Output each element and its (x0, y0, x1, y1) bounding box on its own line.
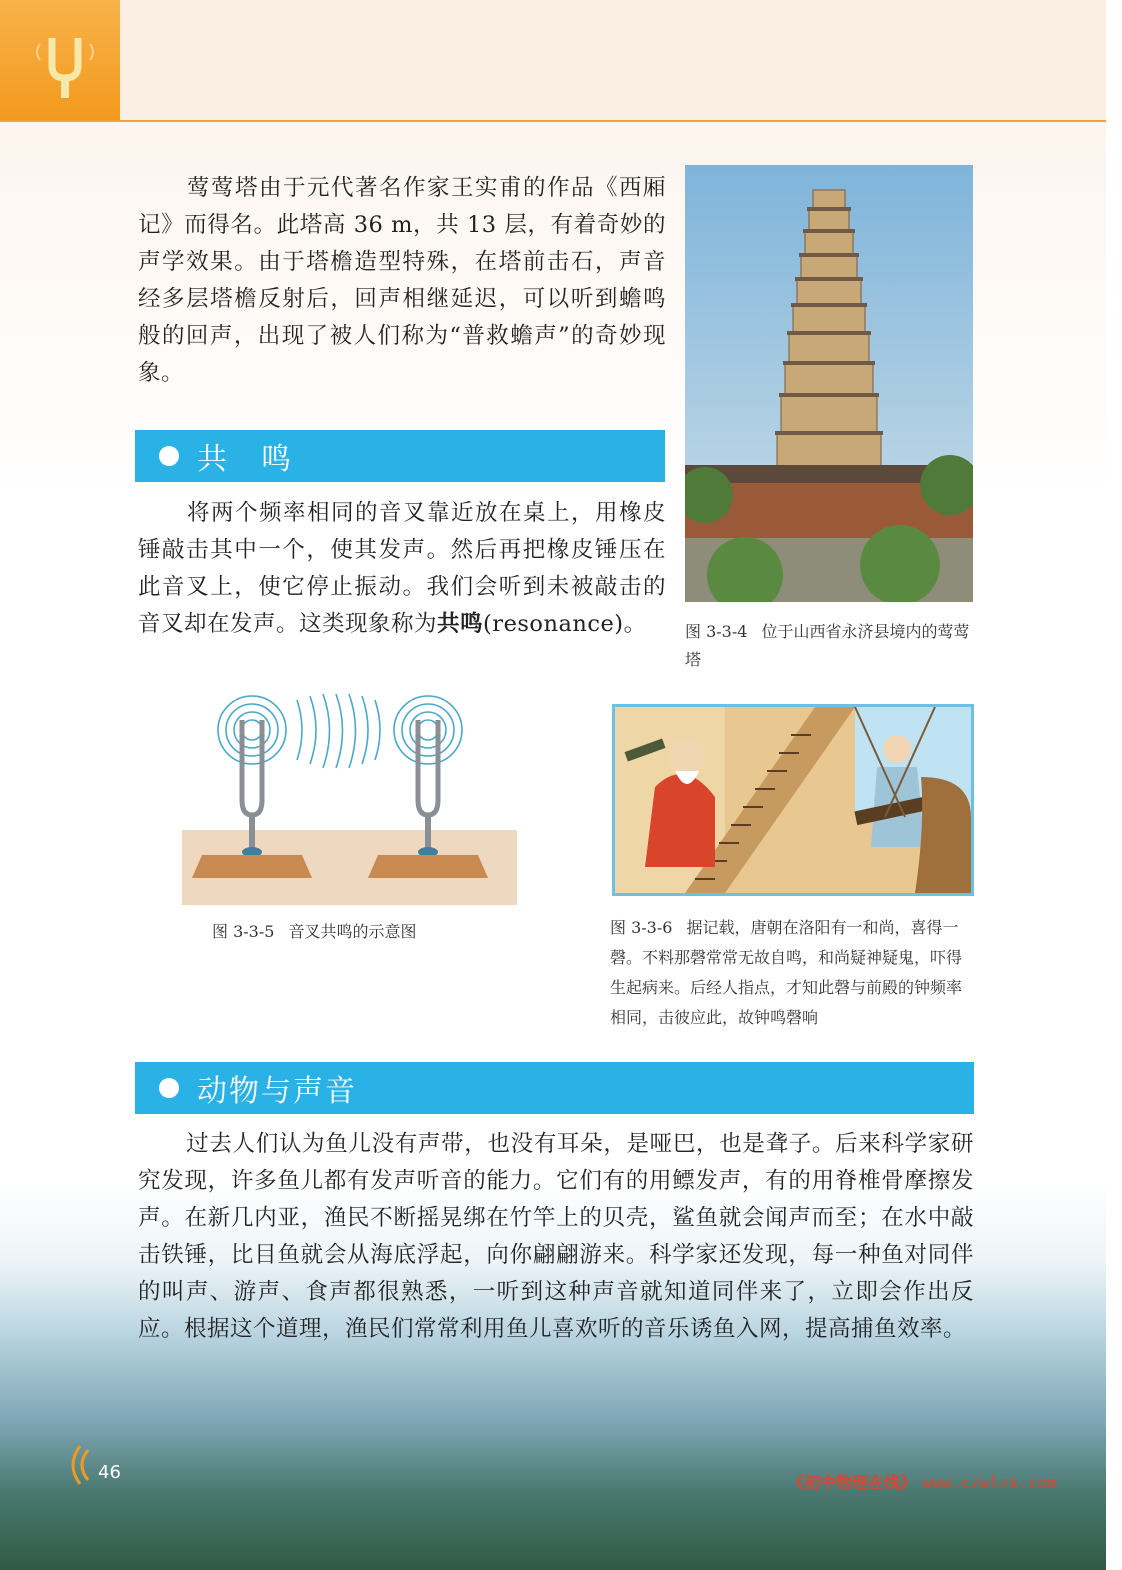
section-header-animals (135, 1062, 974, 1114)
page-number: 46 (98, 1462, 121, 1483)
animals-paragraph: 过去人们认为鱼儿没有声带，也没有耳朵，是哑巴，也是聋子。后来科学家研究发现，许多鱼儿都有发声听音的能力。它们有的用鳔发声，有的用脊椎骨摩擦发声。在新几内亚，渔民不断摇晃绑在竹竿上的贝壳，鲨鱼就会闻声而至；在水中敲击铁锤，比目鱼就会从海底浮起，向你翩翩游来。科学家还发现，每一种鱼对同伴的叫声、游声、食声都很熟悉，一听到这种声音就知道同伴来了，立即会作出反应。根据这个道理，渔民们常常利用鱼儿喜欢听的音乐诱鱼入网，提高捕鱼效率。 (138, 1131, 974, 1342)
section-title: 动物与声音 (197, 1074, 357, 1109)
tuning-fork-diagram (182, 690, 517, 905)
sound-wave-icon (60, 1440, 100, 1490)
bullet-dot-icon (159, 1078, 179, 1098)
resonance-paragraph: 将两个频率相同的音叉靠近放在桌上，用橡皮锤敲击其中一个，使其发声。然后再把橡皮锤压在此音叉上，使它停止振动。我们会听到未被敲击的音叉却在发声。这类现象称为共鸣(resonance)。 (138, 500, 666, 637)
tuning-fork-icon (30, 30, 100, 100)
intro-paragraph: 莺莺塔由于元代著名作家王实甫的作品《西厢记》而得名。此塔高 36 m，共 13 层，有着奇妙的声学效果。由于塔檐造型特殊，在塔前击石，声音经多层塔檐反射后，回声相继延迟，可以听到蟾鸣般的回声，出现了被人们称为“普救蟾声”的奇妙现象。 (138, 175, 666, 386)
site-watermark: 《初中物理在线》 www.czwlzx.com (788, 1473, 1057, 1492)
header-icon-tab (0, 0, 120, 120)
figure-3-3-5-caption: 图 3-3-5 音叉共鸣的示意图 (212, 922, 417, 941)
bullet-dot-icon (159, 446, 179, 466)
figure-3-3-4-caption: 图 3-3-4 位于山西省永济县境内的莺莺塔 (685, 622, 970, 669)
monk-bell-illustration (612, 704, 974, 896)
pagoda-photo (685, 165, 973, 602)
page-header (0, 0, 1122, 122)
page-edge (1106, 0, 1122, 1570)
figure-3-3-6-caption: 图 3-3-6 据记载，唐朝在洛阳有一和尚，喜得一磬。不料那磬常常无故自鸣，和尚疑神疑鬼，吓得生起病来。后经人指点，才知此磬与前殿的钟频率相同，击彼应此，故钟鸣磬响 (610, 918, 963, 1027)
section-header-resonance (135, 430, 665, 482)
section-title: 共 鸣 (197, 442, 293, 477)
resonance-term: 共鸣 (437, 611, 484, 637)
